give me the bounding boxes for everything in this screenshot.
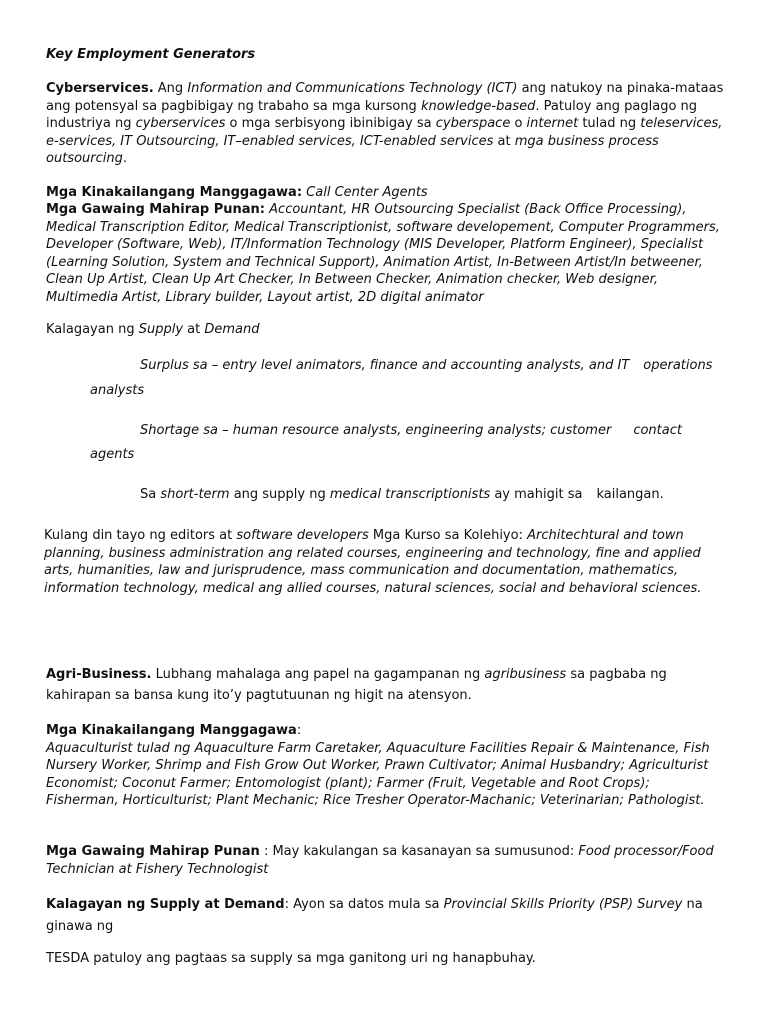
supply-demand-status-2 (46, 894, 726, 938)
text-run: TESDA patuloy ang pagtaas sa supply sa mga ganitong uri ng hanapbuhay. (46, 951, 536, 966)
text-run: Information and Communications Technology (ICT) (187, 81, 518, 96)
text-run: Surplus sa – entry level animators, finance and accounting analysts, and IT (140, 358, 630, 373)
text-run: short-term (160, 487, 230, 502)
required-workers-value: Call Center Agents (302, 185, 428, 200)
text-run: Provincial Skills Priority (PSP) Survey (443, 897, 683, 912)
required-workers-label: Mga Kinakailangang Manggagawa: (46, 185, 303, 200)
supply-demand-status-1 (46, 321, 726, 339)
cyberservices-heading: Cyberservices. (46, 81, 154, 96)
hard-to-fill-value: Accountant, HR Outsourcing Specialist (Back Office Processing), Medical Transcription Editor, Medical Transcriptionist, software developement, Computer Programmers, Developer (Software, Web), IT/Information Technology (MIS Developer, Platform Engineer), Specialist (Learning Solution, System and Technical Support), Animation Artist, In-Between Artist/In betweener, Clean Up Artist, Clean Up Art Checker, In Between Checker, Animation checker, Web designer, Multimedia Artist, Library builder, Layout artist, 2D digital animator (46, 202, 720, 305)
text-run: cyberspace (435, 116, 511, 131)
agri-business-paragraph (46, 664, 726, 706)
required-workers-value: Aquaculturist tulad ng Aquaculture Farm Caretaker, Aquaculture Facilities Repair & Maintenance, Fish Nursery Worker, Shrimp and Fish Grow Out Worker, Prawn Cultivator; Animal Husbandry; Agriculturist Economist; Coconut Farmer; Entomologist (plant); Farmer (Fruit, Vegetable and Root Crops); Fisherman, Horticulturist; Plant Mechanic; Rice Tresher Operator-Machanic; Veterinarian; Pathologist. (46, 740, 710, 808)
text-run: . (122, 151, 127, 166)
text-run: Supply (138, 322, 184, 337)
agri-business-heading: Agri-Business. (46, 667, 152, 682)
text-run: : May kakulangan sa kasanayan sa sumusunod: (259, 844, 579, 859)
text-run: : (296, 723, 302, 738)
text-run: teleservices, e-services, IT Outsourcing, IT–enabled services, ICT-enabled services (46, 116, 723, 149)
text-run: operations (643, 358, 713, 373)
section-title (46, 46, 726, 64)
text-run: mga business process outsourcing (46, 133, 659, 166)
text-run: o (510, 116, 527, 131)
text-run: Architechtural and town planning, business administration ang related courses, engineering and technology, fine and applied arts, humanities, law and jurisprudence, mass communication and documentation, mathematics, information technology, medical ang allied courses, natural sciences, social and behavioral sciences. (44, 528, 702, 596)
text-run: Shortage sa – human resource analysts, engineering analysts; customer (140, 423, 612, 438)
text-run: tulad ng (578, 116, 641, 131)
text-run: . Patuloy ang paglago ng industriya ng (46, 98, 698, 131)
text-run: Demand (204, 322, 260, 337)
text-run: software developers (236, 528, 369, 543)
text-run: Ang (153, 81, 188, 96)
text-run: ang supply ng (229, 487, 330, 502)
text-run: ay mahigit sa (490, 487, 583, 502)
text-run: Lubhang mahalaga ang papel na gagampanan ng (151, 667, 485, 682)
text-run: Kulang din tayo ng editors at (44, 528, 237, 543)
text-run: agents (90, 447, 135, 462)
text-run: sa pagbaba ng kahirapan sa bansa kung ito’y pagtutuunan ng higit na atensyon. (46, 667, 667, 703)
text-run: o mga serbisyong ibinibigay sa (225, 116, 436, 131)
required-workers-1 (46, 184, 726, 202)
text-run: kailangan. (596, 487, 664, 502)
hard-to-fill-label: Mga Gawaing Mahirap Punan (46, 844, 260, 859)
text-run: analysts (90, 383, 145, 398)
text-run: contact (633, 423, 682, 438)
required-workers-label: Mga Kinakailangang Manggagawa (46, 723, 297, 738)
text-run: at (183, 322, 205, 337)
hard-to-fill-2 (46, 843, 726, 878)
short-term-line (140, 486, 740, 503)
text-run: Kalagayan ng (46, 322, 139, 337)
text-run: agribusiness (484, 667, 567, 682)
text-run: ang natukoy na pinaka-mataas ang potensyal sa pagbibigay ng trabaho sa mga kursong (46, 81, 724, 114)
hard-to-fill-label: Mga Gawaing Mahirap Punan: (46, 202, 266, 217)
text-run: : Ayon sa datos mula sa (284, 897, 444, 912)
text-run: at (493, 133, 515, 149)
hard-to-fill-1 (46, 201, 726, 306)
kulang-paragraph (44, 527, 724, 597)
title-text: Key Employment Generators (46, 47, 256, 62)
text-run: na ginawa ng (46, 897, 703, 934)
cyberservices-paragraph (46, 80, 726, 168)
text-run: knowledge-based (420, 98, 536, 114)
text-run: medical transcriptionists (329, 487, 491, 502)
surplus-line-cont (90, 382, 144, 399)
shortage-line-cont (90, 446, 134, 463)
text-run: Sa (140, 487, 161, 502)
text-run: internet (526, 116, 579, 131)
tesda-line (46, 950, 726, 968)
text-run: Mga Kurso sa Kolehiyo: (368, 528, 528, 543)
text-run: cyberservices (135, 116, 226, 131)
text-run: Food processor/Food Technician at Fishery Technologist (46, 844, 714, 877)
required-workers-2 (46, 722, 726, 810)
surplus-line (140, 357, 740, 374)
supply-demand-label: Kalagayan ng Supply at Demand (46, 897, 285, 912)
shortage-line (140, 422, 740, 439)
